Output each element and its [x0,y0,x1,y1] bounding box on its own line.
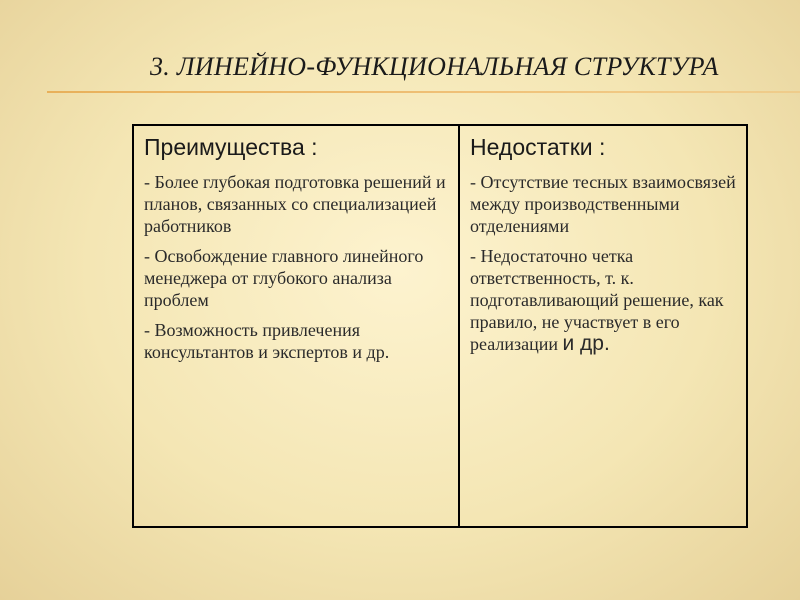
slide-title: 3. ЛИНЕЙНО-ФУНКЦИОНАЛЬНАЯ СТРУКТУРА [150,52,719,81]
disadvantages-cell [459,125,747,527]
advantages-cell [133,125,459,527]
disadvantage-item [470,245,738,355]
comparison-table [132,124,748,528]
disadvantage-item-tail: и др. [562,332,610,355]
advantages-header: Преимущества : [144,134,318,160]
table-row [133,125,747,527]
disadvantage-item: - Отсутствие тесных взаимосвязей между производственными отделениями [470,172,736,236]
disadvantage-item-text: - Недостаточно четка ответственность, т. к. подготавливающий решение, как правило, не участвует в его реализации [470,246,724,354]
disadvantages-header: Недостатки : [470,134,606,160]
advantage-item: - Освобождение главного линейного менеджера от глубокого анализа проблем [144,246,424,310]
advantage-item: - Более глубокая подготовка решений и планов, связанных со специализацией работников [144,172,446,236]
advantage-item: - Возможность привлечения консультантов и экспертов и др. [144,320,390,362]
title-divider [47,91,800,93]
